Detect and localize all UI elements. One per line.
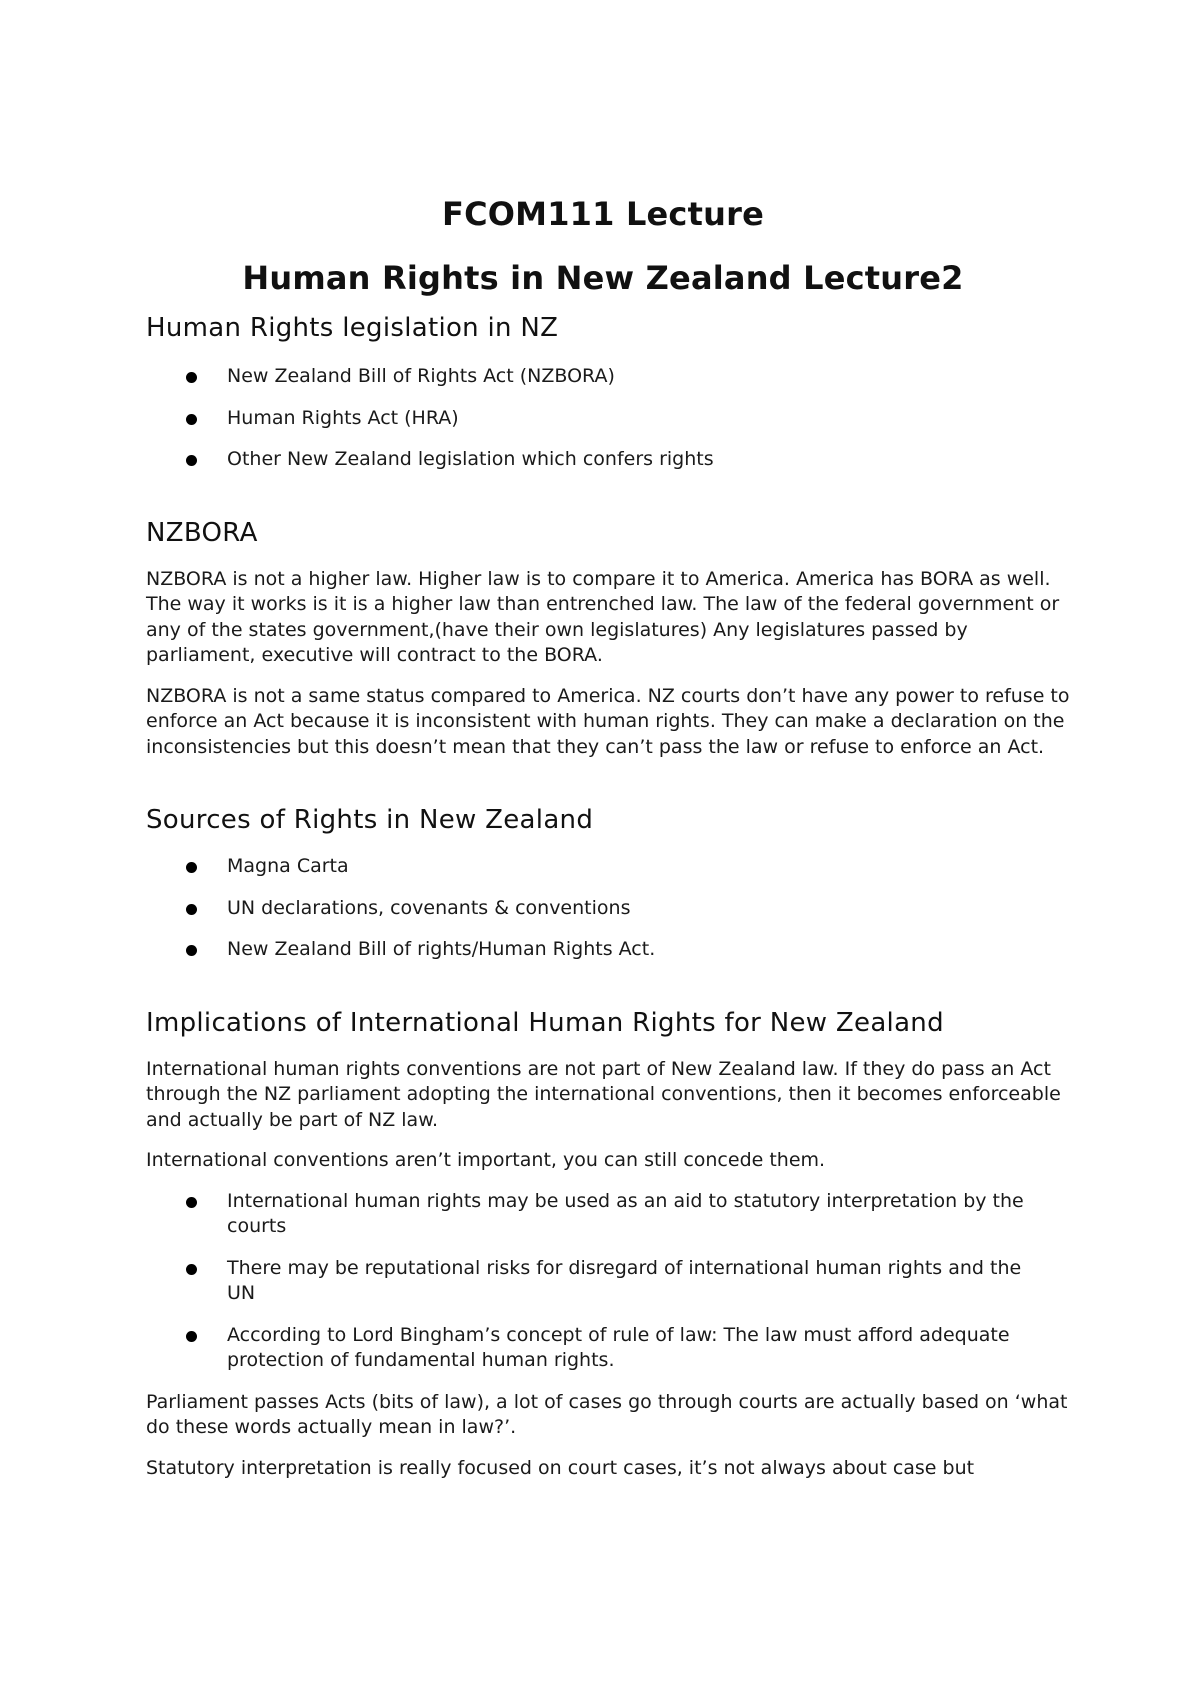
list-item-text: Human Rights Act (HRA) [227, 406, 459, 429]
list-item-text: There may be reputational risks for disregard of international human rights and the UN [227, 1256, 1022, 1304]
list-item [146, 447, 1047, 473]
bullet-icon [186, 455, 197, 466]
heading-implications: Implications of International Human Rights for New Zealand [146, 1007, 944, 1038]
list-item [146, 854, 1047, 880]
list-item [146, 1256, 1047, 1307]
heading-legislation: Human Rights legislation in NZ [146, 313, 559, 343]
sources-list [146, 854, 1060, 963]
document-title: FCOM111 Lecture [442, 195, 764, 233]
bullet-icon [186, 1331, 197, 1342]
legislation-list [146, 364, 1060, 473]
implications-closing-paragraph-2: Statutory interpretation is really focused on court cases, it’s not always about case but [146, 1456, 975, 1479]
list-item-text: Magna Carta [227, 855, 349, 877]
list-item-text: New Zealand Bill of Rights Act (NZBORA) [227, 365, 615, 387]
list-item [146, 364, 1047, 390]
document-subtitle: Human Rights in New Zealand Lecture2 [242, 259, 964, 297]
list-item-text: New Zealand Bill of rights/Human Rights Act. [227, 938, 656, 960]
implications-paragraph-2: International conventions aren’t important, you can still concede them. [146, 1149, 826, 1171]
bullet-icon [186, 945, 197, 956]
list-item-text: Other New Zealand legislation which confers rights [227, 448, 714, 470]
bullet-icon [186, 1197, 197, 1208]
list-item-text: International human rights may be used as an aid to statutory interpretation by the courts [227, 1189, 1024, 1237]
list-item [146, 1323, 1047, 1374]
implications-paragraph-1: International human rights conventions are not part of New Zealand law. If they do pass an Act through the NZ parliament adopting the international conventions, then it becomes enforceable and actually be part of NZ law. [146, 1057, 1061, 1131]
implications-closing-paragraph-1: Parliament passes Acts (bits of law), a lot of cases go through courts are actually based on ‘what do these words actually mean in law?’. [146, 1390, 1068, 1438]
nzbora-paragraph-1: NZBORA is not a higher law. Higher law is to compare it to America. America has BORA as well. The way it works is it is a higher law than entrenched law. The law of the federal government or any of the states government,(have their own legislatures) Any legislatures passed by parliament, executive will contract to the BORA. [146, 567, 1060, 666]
list-item [146, 937, 1047, 963]
bullet-icon [186, 862, 197, 873]
heading-sources: Sources of Rights in New Zealand [146, 805, 594, 835]
list-item [146, 406, 1047, 432]
implications-list [146, 1189, 1060, 1374]
heading-nzbora: NZBORA [146, 517, 258, 548]
nzbora-paragraph-2: NZBORA is not a same status compared to America. NZ courts don’t have any power to refuse to enforce an Act because it is inconsistent with human rights. They can make a declaration on the inconsistencies but this doesn’t mean that they can’t pass the law or refuse to enforce an Act. [146, 684, 1070, 758]
list-item-text: UN declarations, covenants & conventions [227, 896, 631, 919]
list-item-text: According to Lord Bingham’s concept of rule of law: The law must afford adequate protection of fundamental human rights. [227, 1323, 1010, 1371]
list-item [146, 1189, 1047, 1240]
bullet-icon [186, 904, 197, 915]
bullet-icon [186, 372, 197, 383]
bullet-icon [186, 1264, 197, 1275]
bullet-icon [186, 414, 197, 425]
list-item [146, 896, 1047, 922]
